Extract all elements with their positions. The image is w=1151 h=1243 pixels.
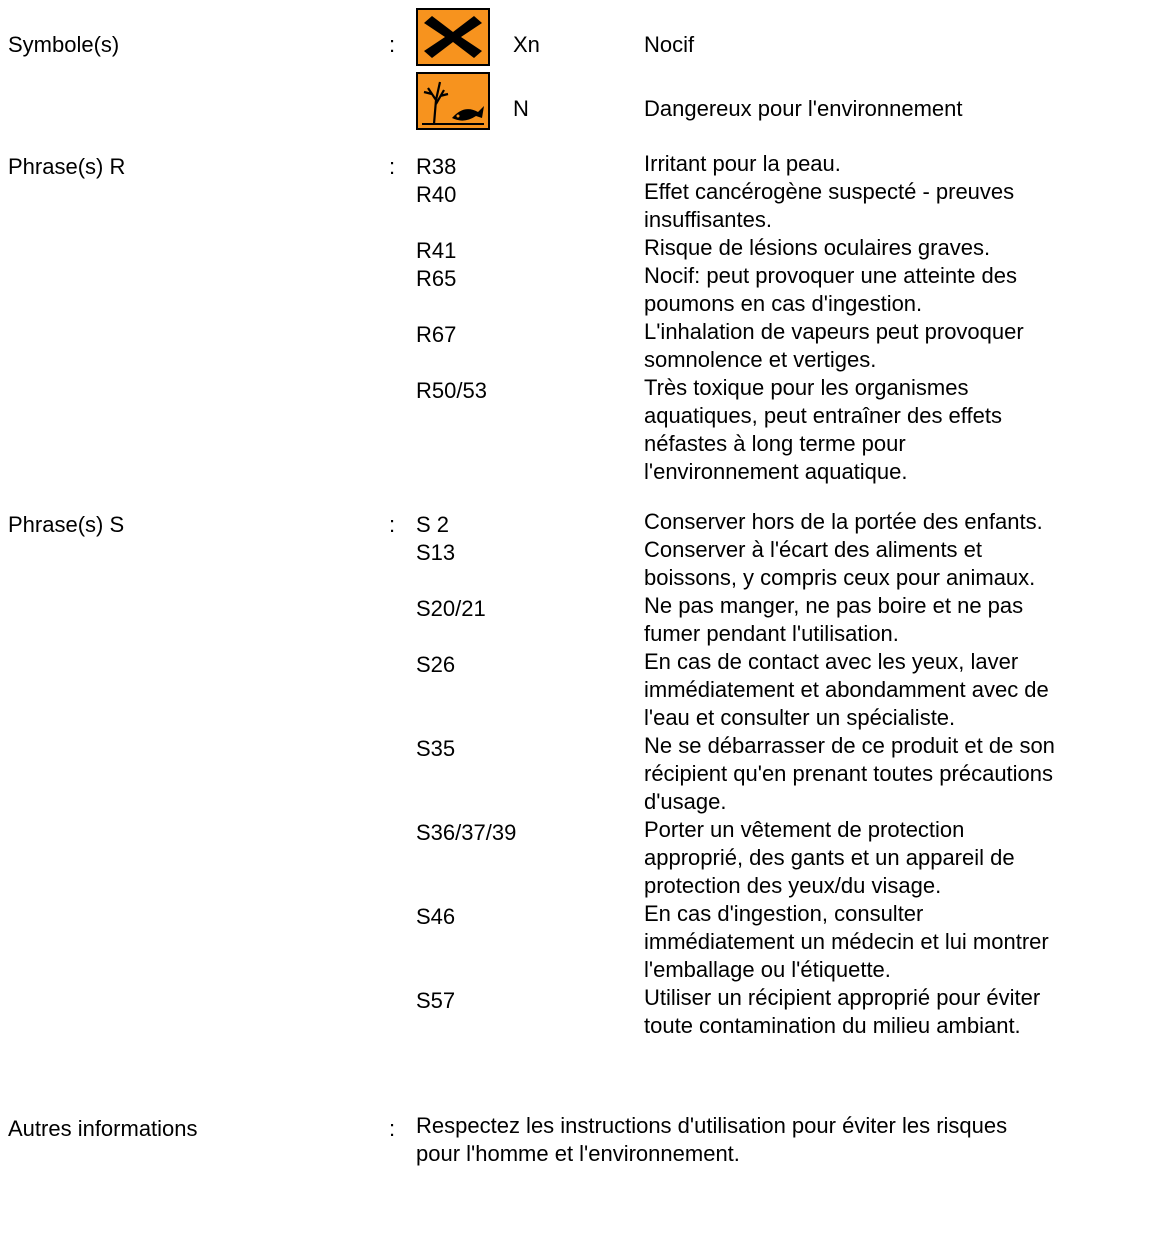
s-phrase-text: Utiliser un récipient approprié pour éviter toute contamination du milieu ambiant. xyxy=(644,985,1041,1038)
harmful-x-icon xyxy=(416,8,490,66)
other-info-label: Autres informations xyxy=(8,1116,198,1141)
r-phrase-code: R41 xyxy=(416,238,457,263)
r-phrases-label: Phrase(s) R xyxy=(8,154,126,179)
symbol-text-n: Dangereux pour l'environnement xyxy=(644,96,963,121)
r-phrase-code: R67 xyxy=(416,322,457,347)
s-phrase-code: S 2 xyxy=(416,512,450,537)
s-phrase-text: Conserver hors de la portée des enfants. xyxy=(644,509,1043,534)
s-phrase-code: S20/21 xyxy=(416,596,486,621)
s-phrases-label: Phrase(s) S xyxy=(8,512,125,537)
r-phrase-text: Risque de lésions oculaires graves. xyxy=(644,235,991,260)
s-phrase-code: S36/37/39 xyxy=(416,820,517,845)
s-phrase-code: S13 xyxy=(416,540,456,565)
s-phrase-code: S26 xyxy=(416,652,456,677)
r-phrase-text: Irritant pour la peau. xyxy=(644,151,841,176)
symbols-colon: : xyxy=(389,32,396,57)
s-phrase-code: S35 xyxy=(416,736,456,761)
s-phrase-code: S46 xyxy=(416,904,456,929)
r-phrase-code: R40 xyxy=(416,182,457,207)
r-phrase-text: Très toxique pour les organismes aquatiques, peut entraîner des effets néfastes à long terme pour l'environnement aquatique. xyxy=(644,375,1002,484)
r-phrase-text: Effet cancérogène suspecté - preuves insuffisantes. xyxy=(644,179,1015,232)
r-phrase-text: L'inhalation de vapeurs peut provoquer somnolence et vertiges. xyxy=(644,319,1024,372)
symbol-code-xn: Xn xyxy=(513,32,540,57)
symbols-label: Symbole(s) xyxy=(8,32,120,57)
s-phrase-text: Ne pas manger, ne pas boire et ne pas fumer pendant l'utilisation. xyxy=(644,593,1024,646)
r-phrase-code: R38 xyxy=(416,154,457,179)
other-info-colon: : xyxy=(389,1116,396,1141)
environment-hazard-icon xyxy=(416,72,490,130)
s-phrase-text: Ne se débarrasser de ce produit et de son récipient qu'en prenant toutes précautions d'usage. xyxy=(644,733,1055,814)
symbol-text-xn: Nocif xyxy=(644,32,695,57)
r-phrase-code: R65 xyxy=(416,266,457,291)
s-phrase-text: Conserver à l'écart des aliments et boissons, y compris ceux pour animaux. xyxy=(644,537,1036,590)
r-phrase-text: Nocif: peut provoquer une atteinte des poumons en cas d'ingestion. xyxy=(644,263,1018,316)
r-phrases-colon: : xyxy=(389,154,396,179)
s-phrases-colon: : xyxy=(389,512,396,537)
r-phrase-code: R50/53 xyxy=(416,378,487,403)
s-phrase-text: Porter un vêtement de protection approprié, des gants et un appareil de protection des yeux/du visage. xyxy=(644,817,1015,898)
s-phrase-text: En cas d'ingestion, consulter immédiatement un médecin et lui montrer l'emballage ou l'étiquette. xyxy=(644,901,1049,982)
symbol-code-n: N xyxy=(513,96,529,121)
s-phrase-text: En cas de contact avec les yeux, laver immédiatement et abondamment avec de l'eau et consulter un spécialiste. xyxy=(644,649,1049,730)
s-phrase-code: S57 xyxy=(416,988,456,1013)
other-info-text: Respectez les instructions d'utilisation pour éviter les risques pour l'homme et l'environnement. xyxy=(416,1113,1008,1166)
